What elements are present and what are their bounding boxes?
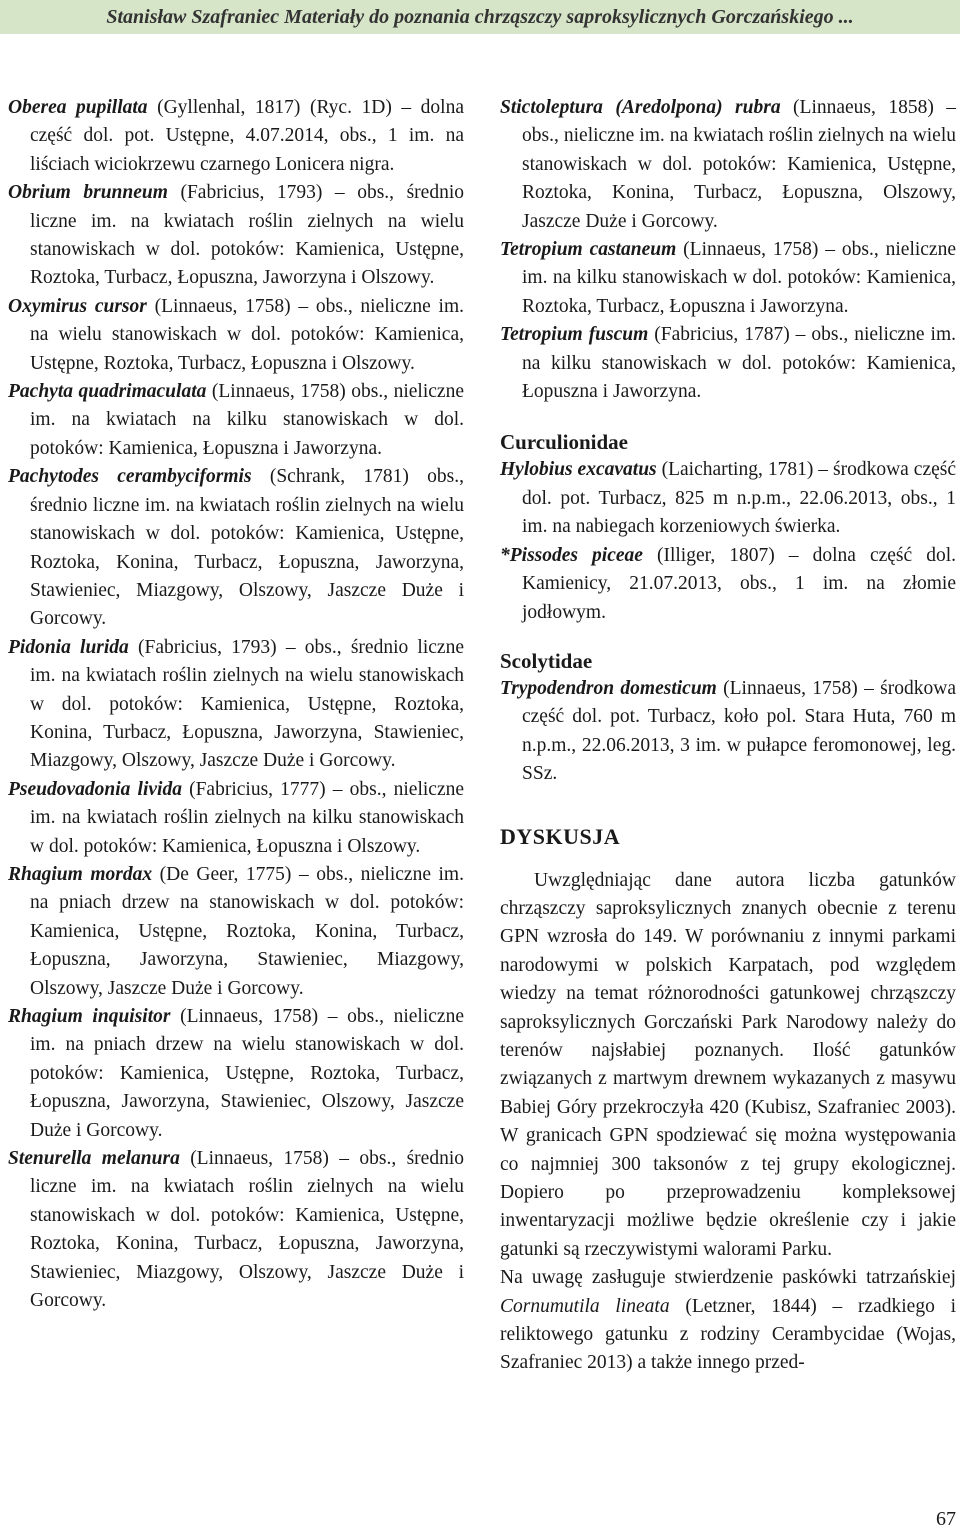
page-number: 67 <box>936 1508 956 1530</box>
discussion-p2-start: Na uwagę zasługuje stwierdzenie paskówki tatrzańskiej <box>500 1267 956 1289</box>
species-name: Stictoleptura (Aredolpona) rubra <box>500 97 781 118</box>
left-column <box>8 94 464 1315</box>
species-entry <box>8 293 464 378</box>
species-name: Rhagium inquisitor <box>8 1006 171 1027</box>
family-heading-curculionidae: Curculionidae <box>500 430 628 455</box>
species-entry <box>500 321 956 406</box>
species-name: Pseudovadonia livida <box>8 778 182 800</box>
running-header <box>0 0 960 34</box>
species-record: (Linnaeus, 1758) – obs., nieliczne im. na pniach drzew na wielu stanowiskach w dol. potoków: Kamienica, Ustępne, Roztoka, Turbacz, Łopuszna, Jaworzyna, Stawieniec, Olszowy, Jaszcze Duże i Gorcowy. <box>30 1006 464 1141</box>
running-header-title: Stanisław Szafraniec Materiały do poznania chrząszczy saproksylicznych Gorczańskiego ... <box>106 6 854 28</box>
species-record: (Schrank, 1781) obs., średnio liczne im. na kwiatach roślin zielnych na wielu stanowiskach w dol. potoków: Kamienica, Ustępne, Roztoka, Konina, Turbacz, Łopuszna, Jaworzyna, Stawieniec, Miazgowy, Olszowy, Jaszcze Duże i Gorcowy. <box>30 466 464 630</box>
discussion-p2-species: Cornumutila lineata <box>500 1295 670 1317</box>
species-entry <box>8 463 464 633</box>
species-name: Tetropium fuscum <box>500 324 649 346</box>
species-record: (De Geer, 1775) – obs., nieliczne im. na pniach drzew na stanowiskach w dol. potoków: Kamienica, Ustępne, Roztoka, Konina, Turbacz, Łopuszna, Jaworzyna, Stawieniec, Miazgowy, Olszowy, Jaszcze Duże i Gorcowy. <box>30 863 464 999</box>
species-list-curculionidae <box>500 456 956 626</box>
species-name: Oxymirus cursor <box>8 295 147 317</box>
species-entry <box>8 776 464 861</box>
family-heading-scolytidae: Scolytidae <box>500 648 593 673</box>
species-name: Trypodendron domesticum <box>500 677 717 699</box>
discussion-paragraph-1: Uwzględniając dane autora liczba gatunków chrząszczy saproksylicznych znanych obecnie z terenu GPN wzrosła do 149. W porównaniu z innymi parkami narodowymi w polskich Karpatach, pod względem wiedzy na temat różnorodności gatunkowej chrząszczy saproksylicznych Gorczański Park Narodowy należy do terenów najsłabiej poznanych. Ilość gatunków związanych z martwym drewnem wykazanych z masywu Babiej Góry przekroczyła 420 (Kubisz, Szafraniec 2003). W granicach GPN spodziewać się można występowania co najmniej 300 taksonów z tej grupy ekologicznej. Dopiero po przeprowadzeniu kompleksowej inwentaryzacji możliwe będzie określenie czy i jakie gatunki są rzeczywistymi walorami Parku. <box>500 869 956 1260</box>
species-name: Obrium brunneum <box>8 182 168 204</box>
species-name: Pachyta quadrimaculata <box>8 381 207 403</box>
species-entry <box>8 1003 464 1145</box>
species-entry <box>8 179 464 293</box>
species-record: (Fabricius, 1793) – obs., średnio liczne im. na kwiatach roślin zielnych na wielu stanowiskach w dol. potoków: Kamienica, Ustępne, Roztoka, Turbacz, Łopuszna, Jaworzyna i Olszowy. <box>30 182 464 289</box>
species-name: *Pissodes piceae <box>500 544 643 566</box>
species-record: (Laicharting, 1781) – środkowa część dol. pot. Turbacz, 825 m n.p.m., 22.06.2013, obs., 1 im. na nabiegach korzeniowych świerka. <box>522 459 956 538</box>
species-entry <box>8 1145 464 1315</box>
species-record: (Linnaeus, 1858) – obs., nieliczne im. na kwiatach roślin zielnych na wielu stanowiskach w dol. potoków: Kamienica, Ustępne, Roztoka, Konina, Turbacz, Łopuszna, Olszowy, Jaszcze Duże i Gorcowy. <box>522 97 957 232</box>
right-column <box>500 94 956 1378</box>
species-record: (Illiger, 1807) – dolna część dol. Kamienicy, 21.07.2013, obs., 1 im. na złomie jodłowym. <box>522 544 956 623</box>
species-entry <box>500 675 956 789</box>
species-entry <box>8 634 464 776</box>
species-list-cerambycidae-cont <box>500 94 956 406</box>
species-entry <box>8 861 464 1003</box>
species-entry <box>500 456 956 541</box>
species-record: (Fabricius, 1777) – obs., nieliczne im. na kwiatach roślin zielnych na kilku stanowiskach w dol. potoków: Kamienica, Łopuszna i Olszowy. <box>30 778 465 857</box>
species-name: Pachytodes cerambyciformis <box>8 466 252 488</box>
species-entry <box>500 236 956 321</box>
discussion-paragraph-2 <box>500 1264 956 1378</box>
species-record: (Linnaeus, 1758) obs., nieliczne im. na kwiatach na kilku stanowiskach w dol. potoków: Kamienica, Łopuszna i Jaworzyna. <box>30 381 464 459</box>
species-entry <box>500 94 956 236</box>
species-name: Oberea pupillata <box>8 97 148 118</box>
species-name: Hylobius excavatus <box>500 459 657 481</box>
species-record: (Fabricius, 1793) – obs., średnio liczne im. na kwiatach roślin zielnych na wielu stanowiskach w dol. potoków: Kamienica, Ustępne, Roztoka, Konina, Turbacz, Łopuszna, Jaworzyna, Stawieniec, Miazgowy, Olszowy, Jaszcze Duże i Gorcowy. <box>30 636 464 772</box>
species-record: (Linnaeus, 1758) – obs., nieliczne im. na kilku stanowiskach w dol. potoków: Kamienica, Roztoka, Turbacz, Łopuszna i Jaworzyna. <box>522 239 956 317</box>
section-heading-discussion: DYSKUSJA <box>500 823 621 849</box>
species-record: (Gyllenhal, 1817) (Ryc. 1D) – dolna część dol. pot. Ustępne, 4.07.2014, obs., 1 im. na liściach wiciokrzewu czarnego Lonicera nigra. <box>30 97 464 175</box>
species-entry <box>500 542 956 627</box>
species-entry <box>8 94 464 179</box>
species-name: Pidonia lurida <box>8 636 129 658</box>
species-record: (Linnaeus, 1758) – środkowa część dol. pot. Turbacz, koło pol. Stara Huta, 760 m n.p.m., 22.06.2013, 3 im. w pułapce feromonowej, leg. SSz. <box>522 677 956 785</box>
discussion-p2-end: (Letzner, 1844) – rzadkiego i reliktowego gatunku z rodziny Cerambycidae (Wojas, Szafraniec 2013) a także innego przed- <box>500 1295 956 1374</box>
species-record: (Linnaeus, 1758) – obs., średnio liczne im. na kwiatach roślin zielnych na wielu stanowiskach w dol. potoków: Kamienica, Ustępne, Roztoka, Konina, Turbacz, Łopuszna, Jaworzyna, Stawieniec, Miazgowy, Olszowy, Jaszcze Duże i Gorcowy. <box>30 1148 464 1312</box>
species-name: Stenurella melanura <box>8 1148 180 1170</box>
species-name: Tetropium castaneum <box>500 239 677 261</box>
species-record: (Fabricius, 1787) – obs., nieliczne im. na kilku stanowiskach w dol. potoków: Kamienica, Łopuszna i Jaworzyna. <box>522 324 957 403</box>
species-record: (Linnaeus, 1758) – obs., nieliczne im. na wielu stanowiskach w dol. potoków: Kamienica, Ustępne, Roztoka, Turbacz, Łopuszna i Olszowy. <box>30 295 464 374</box>
species-list-scolytidae <box>500 675 956 789</box>
species-entry <box>8 378 464 463</box>
species-name: Rhagium mordax <box>8 863 153 885</box>
